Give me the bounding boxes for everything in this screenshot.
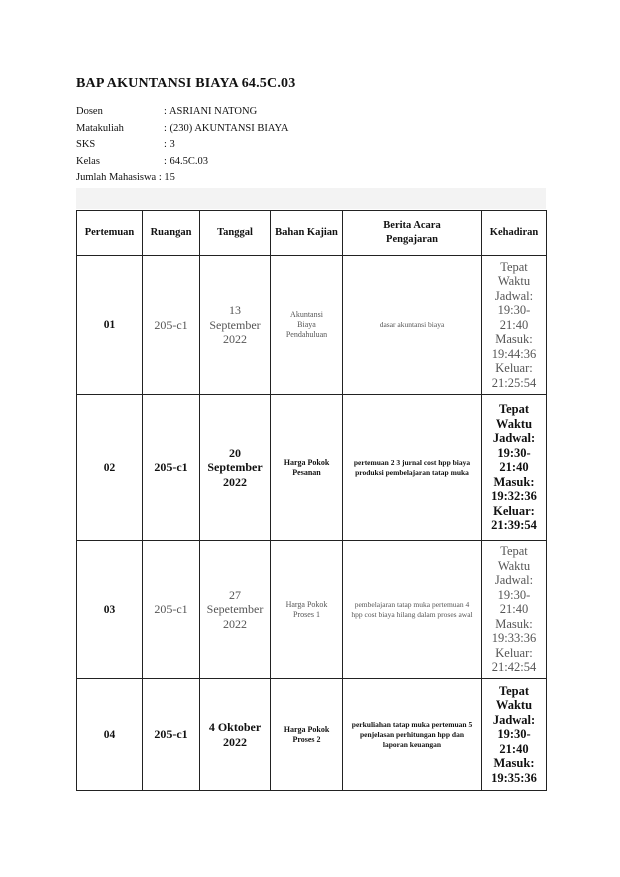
cell-pertemuan: 04 xyxy=(77,679,143,791)
kelas-label: Kelas xyxy=(76,155,100,167)
dosen-label: Dosen xyxy=(76,106,103,117)
cell-bahan-kajian: Harga Pokok Proses 1 xyxy=(271,541,343,679)
info-row-sks xyxy=(76,137,288,154)
cell-berita-acara: dasar akuntansi biaya xyxy=(343,256,482,395)
cell-pertemuan: 02 xyxy=(77,395,143,541)
jumlah-label: Jumlah Mahasiswa xyxy=(76,172,157,183)
table-row xyxy=(77,256,547,395)
cell-kehadiran: Tepat Waktu Jadwal: 19:30-21:40 Masuk: 19:44:36 Keluar: 21:25:54 xyxy=(482,256,547,395)
cell-tanggal: 13 September 2022 xyxy=(200,256,271,395)
cell-kehadiran: Tepat Waktu Jadwal: 19:30-21:40 Masuk: 19:33:36 Keluar: 21:42:54 xyxy=(482,541,547,679)
cell-ruangan: 205-c1 xyxy=(143,541,200,679)
cell-kehadiran: Tepat Waktu Jadwal: 19:30-21:40 Masuk: 19:32:36 Keluar: 21:39:54 xyxy=(482,395,547,541)
cell-kehadiran: Tepat Waktu Jadwal: 19:30-21:40 Masuk: 19:35:36 xyxy=(482,679,547,791)
info-row-jumlah xyxy=(76,170,288,187)
attendance-table xyxy=(76,210,547,791)
cell-tanggal: 27 Sepetember 2022 xyxy=(200,541,271,679)
jumlah-value: : 15 xyxy=(158,172,175,183)
cell-bahan-kajian: Akuntansi Biaya Pendahuluan xyxy=(271,256,343,395)
cell-ruangan: 205-c1 xyxy=(143,256,200,395)
sks-label: SKS xyxy=(76,139,96,150)
header-tanggal: Tanggal xyxy=(200,211,271,256)
cell-tanggal: 4 Oktober 2022 xyxy=(200,679,271,791)
header-berita-acara: Berita Acara Pengajaran xyxy=(343,211,482,256)
cell-ruangan: 205-c1 xyxy=(143,679,200,791)
table-row xyxy=(77,541,547,679)
cell-berita-acara: perkuliahan tatap muka pertemuan 5 penjelasan perhitungan hpp dan laporan keuangan xyxy=(343,679,482,791)
table-row xyxy=(77,679,547,791)
cell-berita-acara: pembelajaran tatap muka pertemuan 4 hpp cost biaya hilang dalam proses awal xyxy=(343,541,482,679)
header-shade xyxy=(76,188,546,209)
cell-ruangan: 205-c1 xyxy=(143,395,200,541)
info-row-matakuliah xyxy=(76,121,288,138)
header-bahan-kajian: Bahan Kajian xyxy=(271,211,343,256)
cell-berita-acara: pertemuan 2 3 jurnal cost hpp biaya produksi pembelajaran tatap muka xyxy=(343,395,482,541)
header-pertemuan: Pertemuan xyxy=(77,211,143,256)
matakuliah-value: : (230) AKUNTANSI BIAYA xyxy=(164,122,289,134)
kelas-value: : 64.5C.03 xyxy=(164,155,209,167)
cell-pertemuan: 03 xyxy=(77,541,143,679)
document-title: BAP AKUNTANSI BIAYA 64.5C.03 xyxy=(76,76,296,91)
cell-bahan-kajian: Harga Pokok Pesanan xyxy=(271,395,343,541)
table-row xyxy=(77,395,547,541)
table-header-row xyxy=(77,211,547,256)
cell-bahan-kajian: Harga Pokok Proses 2 xyxy=(271,679,343,791)
header-kehadiran: Kehadiran xyxy=(482,211,547,256)
dosen-value: : ASRIANI NATONG xyxy=(164,106,258,117)
info-row-dosen xyxy=(76,104,288,121)
matakuliah-label: Matakuliah xyxy=(76,122,124,134)
course-info xyxy=(76,104,288,187)
cell-tanggal: 20 September 2022 xyxy=(200,395,271,541)
sks-value: : 3 xyxy=(164,139,175,150)
header-ruangan: Ruangan xyxy=(143,211,200,256)
cell-pertemuan: 01 xyxy=(77,256,143,395)
info-row-kelas xyxy=(76,154,288,171)
